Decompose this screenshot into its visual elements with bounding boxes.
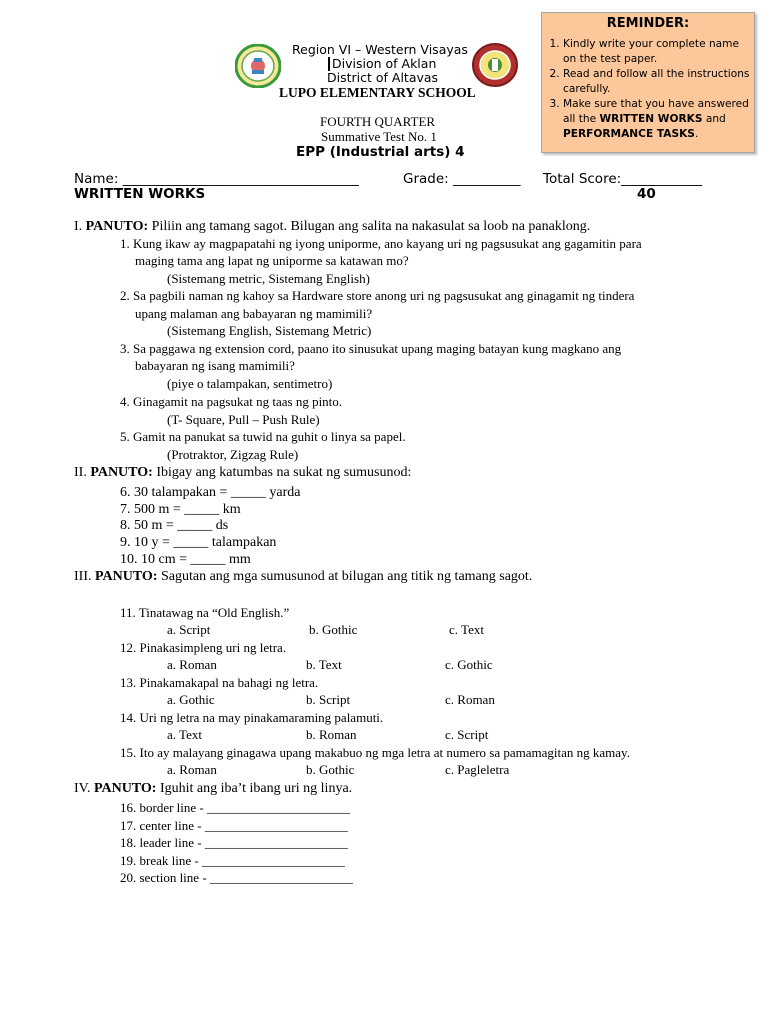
question-11-choice-b: b. Gothic <box>309 622 358 637</box>
question-6: 6. 30 talampakan = _____ yarda <box>120 485 301 500</box>
question-14-choice-b: b. Roman <box>306 727 357 742</box>
question-11: 11. Tinatawag na “Old English.” <box>120 605 290 620</box>
reminder-item-3-period: . <box>694 128 699 140</box>
question-15-choice-c: c. Pagleletra <box>445 762 510 777</box>
reminder-item-1-line-1: Kindly write your complete name <box>563 38 739 50</box>
question-12-choice-b: b. Text <box>306 657 342 672</box>
question-5-choices: (Protraktor, Zigzag Rule) <box>167 447 299 462</box>
question-15-choice-b: b. Gothic <box>306 762 355 777</box>
question-1-line-1: 1. Kung ikaw ay magpapatahi ng iyong uniporme, ano kayang uri ng pagsusukat ang gagamitin para <box>120 236 642 251</box>
part-2-label: PANUTO: <box>90 465 153 480</box>
part-4-number: IV. <box>74 781 94 796</box>
part-4-heading <box>74 781 352 797</box>
question-1-choices: (Sistemang metric, Sistemang English) <box>167 271 370 286</box>
part-1-heading <box>74 219 590 235</box>
subject-title: EPP (Industrial arts) 4 <box>296 144 465 160</box>
quarter-text: FOURTH QUARTER <box>320 114 436 129</box>
question-20: 20. section line - ______________________ <box>120 870 353 885</box>
question-2-choices: (Sistemang English, Sistemang Metric) <box>167 323 372 338</box>
grade-field: Grade: __________ <box>403 171 521 187</box>
question-18: 18. leader line - ______________________ <box>120 835 348 850</box>
region-text: Region VI – Western Visayas <box>292 42 468 57</box>
part-1-label: PANUTO: <box>85 219 149 234</box>
question-12: 12. Pinakasimpleng uri ng letra. <box>120 640 287 655</box>
test-title: Summative Test No. 1 <box>321 129 437 144</box>
reminder-item-3 <box>563 97 754 142</box>
reminder-written-works-emphasis: WRITTEN WORKS <box>599 113 703 125</box>
reminder-item-1 <box>563 37 754 67</box>
part-3-heading <box>74 569 532 585</box>
question-12-choice-a: a. Roman <box>167 657 217 672</box>
reminder-title: REMINDER: <box>606 16 690 31</box>
part-1-number: I. <box>74 219 86 234</box>
question-11-choice-c: c. Text <box>449 622 484 637</box>
reminder-item-3-text-and: and <box>702 113 726 125</box>
reminder-item-2-line-1: Read and follow all the instructions <box>563 68 750 80</box>
question-1-line-2: maging tama ang lapat ng uniporme sa katawan mo? <box>135 253 409 268</box>
reminder-item-3-text: all the <box>563 113 600 125</box>
question-8: 8. 50 m = _____ ds <box>120 518 229 533</box>
question-9: 9. 10 y = _____ talampakan <box>120 535 277 550</box>
school-name: LUPO ELEMENTARY SCHOOL <box>279 85 476 100</box>
question-11-choice-a: a. Script <box>167 622 211 637</box>
question-3-line-2: babayaran ng isang mamimili? <box>135 358 295 373</box>
part-2-heading <box>74 465 411 481</box>
reminder-list <box>542 37 754 142</box>
part-4-instruction: Iguhit ang iba’t ibang uri ng linya. <box>156 781 353 796</box>
question-2-line-1: 2. Sa pagbili naman ng kahoy sa Hardware store anong uri ng pagsusukat ang ginagamit ng tindera <box>120 288 635 303</box>
reminder-item-3-line-1: Make sure that you have answered <box>563 98 749 110</box>
division-text: Division of Aklan <box>332 56 437 71</box>
written-works-heading: WRITTEN WORKS <box>74 186 206 202</box>
question-12-choice-c: c. Gothic <box>445 657 493 672</box>
question-13-choice-b: b. Script <box>306 692 351 707</box>
part-3-label: PANUTO: <box>95 569 158 584</box>
question-13-choice-c: c. Roman <box>445 692 495 707</box>
question-4-choices: (T- Square, Pull – Push Rule) <box>167 412 320 427</box>
reminder-item-2 <box>563 67 754 97</box>
reminder-item-1-line-2: on the test paper. <box>563 53 658 65</box>
part-2-number: II. <box>74 465 91 480</box>
question-2-line-2: upang malaman ang babayaran ng mamimili? <box>135 306 373 321</box>
question-14-choice-a: a. Text <box>167 727 202 742</box>
part-2-instruction: Ibigay ang katumbas na sukat ng sumusunod: <box>152 465 412 480</box>
district-text: District of Altavas <box>327 70 439 85</box>
part-3-number: III. <box>74 569 95 584</box>
question-16: 16. border line - ______________________ <box>120 800 351 815</box>
question-15-choice-a: a. Roman <box>167 762 217 777</box>
question-19: 19. break line - ______________________ <box>120 853 345 868</box>
total-points: 40 <box>637 186 656 202</box>
question-14: 14. Uri ng letra na may pinakamaraming palamuti. <box>120 710 384 725</box>
reminder-performance-tasks-emphasis: PERFORMANCE TASKS <box>563 128 695 140</box>
question-17: 17. center line - ______________________ <box>120 818 348 833</box>
question-3-line-1: 3. Sa paggawa ng extension cord, paano ito sinusukat upang maging batayan kung magkano ang <box>120 341 622 356</box>
reminder-item-2-line-2: carefully. <box>563 83 611 95</box>
question-13: 13. Pinakamakapal na bahagi ng letra. <box>120 675 319 690</box>
part-1-instruction: Piliin ang tamang sagot. Bilugan ang salita na nakasulat sa loob na panaklong. <box>148 219 591 234</box>
deped-division-seal-icon <box>472 43 518 87</box>
question-15: 15. Ito ay malayang ginagawa upang makabuo ng mga letra at numero sa pamamagitan ng kamay. <box>120 745 630 760</box>
question-5: 5. Gamit na panukat sa tuwid na guhit o linya sa papel. <box>120 429 406 444</box>
question-10: 10. 10 cm = _____ mm <box>120 552 251 567</box>
total-score-field: Total Score:____________ <box>543 171 703 187</box>
question-4: 4. Ginagamit na pagsukat ng taas ng pinto. <box>120 394 343 409</box>
part-3-instruction: Sagutan ang mga sumusunod at bilugan ang titik ng tamang sagot. <box>157 569 533 584</box>
question-14-choice-c: c. Script <box>445 727 489 742</box>
question-3-choices: (piye o talampakan, sentimetro) <box>167 376 333 391</box>
question-7: 7. 500 m = _____ km <box>120 502 241 517</box>
part-4-label: PANUTO: <box>93 781 157 796</box>
text-cursor <box>328 57 330 71</box>
question-13-choice-a: a. Gothic <box>167 692 215 707</box>
name-field: Name: ___________________________________ <box>74 171 359 187</box>
reminder-box <box>541 12 755 153</box>
deped-region-seal-icon <box>235 44 281 88</box>
